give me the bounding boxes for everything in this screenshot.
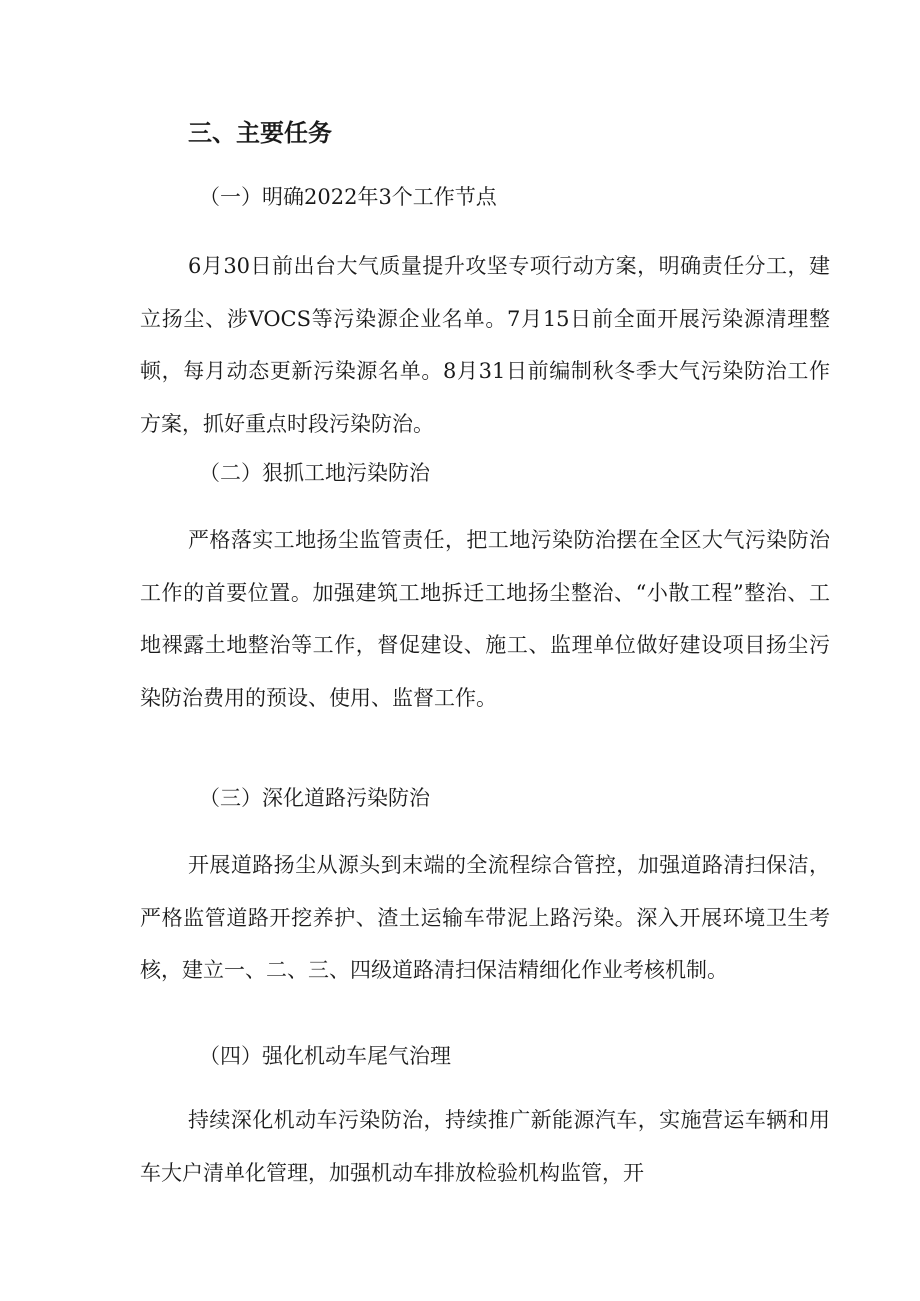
subsection-title-4: （四）强化机动车尾气治理 [199, 1044, 451, 1068]
subsection-body-1: 6月30日前出台大气质量提升攻坚专项行动方案，明确责任分工，建立扬尘、涉VOCS等污染源企业名单。7月15日前全面开展污染源清理整顿，每月动态更新污染源名单。8月31日前编制秋冬季大气污染防治工作方案，抓好重点时段污染防治。 [140, 254, 830, 436]
subsection-title-2: （二）狠抓工地污染防治 [199, 461, 430, 485]
subsection-body-2: 严格落实工地扬尘监管责任，把工地污染防治摆在全区大气污染防治工作的首要位置。加强建筑工地拆迁工地扬尘整治、“小散工程”整治、工地裸露土地整治等工作，督促建设、施工、监理单位做好建设项目扬尘污染防治费用的预设、使用、监督工作。 [140, 528, 830, 710]
subsection-title-1: （一）明确2022年3个工作节点 [199, 185, 497, 209]
subsection-title-3: （三）深化道路污染防治 [199, 786, 430, 810]
section-heading: 三、主要任务 [188, 119, 332, 147]
subsection-body-4: 持续深化机动车污染防治，持续推广新能源汽车，实施营运车辆和用车大户清单化管理，加强机动车排放检验机构监管，开 [140, 1108, 830, 1185]
subsection-body-3: 开展道路扬尘从源头到末端的全流程综合管控，加强道路清扫保洁，严格监管道路开挖养护、渣土运输车带泥上路污染。深入开展环境卫生考核，建立一、二、三、四级道路清扫保洁精细化作业考核机制。 [140, 853, 830, 982]
